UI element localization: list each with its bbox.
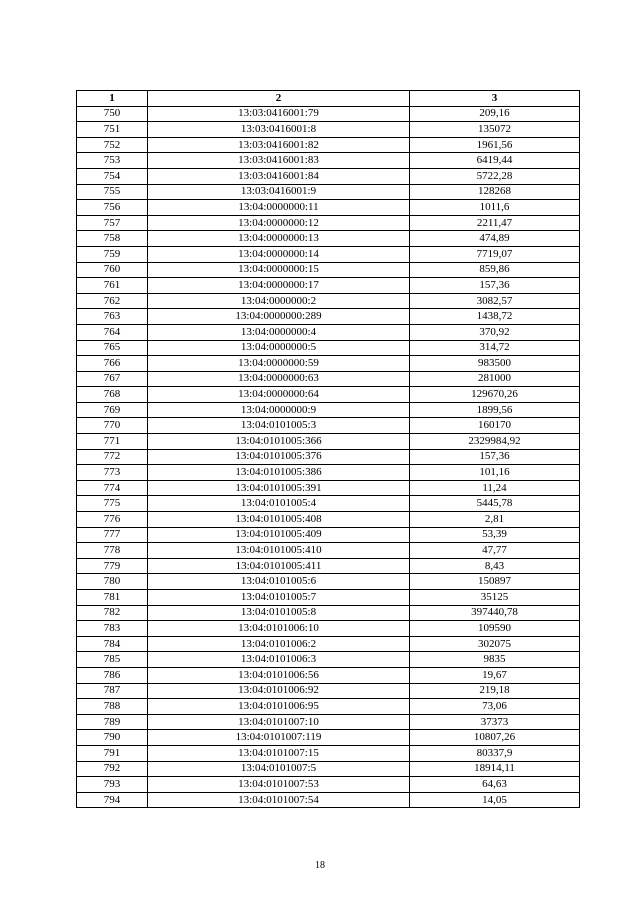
- row-number-cell: 767: [77, 371, 148, 387]
- cadastral-number-cell: 13:04:0000000:289: [148, 309, 410, 325]
- cadastral-number-cell: 13:04:0101005:8: [148, 605, 410, 621]
- cadastral-number-cell: 13:04:0101005:3: [148, 418, 410, 434]
- value-cell: 5722,28: [410, 168, 580, 184]
- table-row: [77, 543, 580, 559]
- value-cell: 109590: [410, 621, 580, 637]
- value-cell: 157,36: [410, 278, 580, 294]
- cadastral-number-cell: 13:03:0416001:83: [148, 153, 410, 169]
- table-row: [77, 699, 580, 715]
- row-number-cell: 791: [77, 745, 148, 761]
- table-row: [77, 324, 580, 340]
- cadastral-number-cell: 13:04:0101006:95: [148, 699, 410, 715]
- row-number-cell: 754: [77, 168, 148, 184]
- cadastral-number-cell: 13:03:0416001:84: [148, 168, 410, 184]
- cadastral-number-cell: 13:04:0101007:15: [148, 745, 410, 761]
- row-number-cell: 751: [77, 122, 148, 138]
- cadastral-number-cell: 13:04:0101006:56: [148, 667, 410, 683]
- value-cell: 14,05: [410, 792, 580, 808]
- value-cell: 1438,72: [410, 309, 580, 325]
- value-cell: 370,92: [410, 324, 580, 340]
- table-row: [77, 418, 580, 434]
- table-row: [77, 465, 580, 481]
- row-number-cell: 750: [77, 106, 148, 122]
- row-number-cell: 789: [77, 714, 148, 730]
- cadastral-number-cell: 13:04:0000000:13: [148, 231, 410, 247]
- table-row: [77, 761, 580, 777]
- table-row: [77, 168, 580, 184]
- row-number-cell: 752: [77, 137, 148, 153]
- cadastral-number-cell: 13:04:0000000:17: [148, 278, 410, 294]
- row-number-cell: 782: [77, 605, 148, 621]
- table-row: [77, 574, 580, 590]
- cadastral-number-cell: 13:04:0101005:411: [148, 558, 410, 574]
- table-row: [77, 636, 580, 652]
- value-cell: 37373: [410, 714, 580, 730]
- row-number-cell: 760: [77, 262, 148, 278]
- value-cell: 129670,26: [410, 387, 580, 403]
- row-number-cell: 766: [77, 356, 148, 372]
- value-cell: 101,16: [410, 465, 580, 481]
- cadastral-number-cell: 13:04:0101006:2: [148, 636, 410, 652]
- table-row: [77, 434, 580, 450]
- cadastral-number-cell: 13:04:0101006:10: [148, 621, 410, 637]
- table-row: [77, 730, 580, 746]
- row-number-cell: 758: [77, 231, 148, 247]
- table-row: [77, 153, 580, 169]
- row-number-cell: 792: [77, 761, 148, 777]
- cadastral-number-cell: 13:03:0416001:82: [148, 137, 410, 153]
- table-row: [77, 231, 580, 247]
- row-number-cell: 781: [77, 590, 148, 606]
- value-cell: 73,06: [410, 699, 580, 715]
- row-number-cell: 764: [77, 324, 148, 340]
- value-cell: 10807,26: [410, 730, 580, 746]
- cadastral-number-cell: 13:04:0000000:64: [148, 387, 410, 403]
- table-row: [77, 356, 580, 372]
- cadastral-number-cell: 13:04:0000000:59: [148, 356, 410, 372]
- table-row: [77, 652, 580, 668]
- row-number-cell: 774: [77, 480, 148, 496]
- value-cell: 53,39: [410, 527, 580, 543]
- row-number-cell: 763: [77, 309, 148, 325]
- table-row: [77, 527, 580, 543]
- cadastral-number-cell: 13:04:0000000:12: [148, 215, 410, 231]
- column-header-1: 1: [77, 91, 148, 107]
- value-cell: 1011,6: [410, 200, 580, 216]
- cadastral-number-cell: 13:04:0101005:391: [148, 480, 410, 496]
- value-cell: 397440,78: [410, 605, 580, 621]
- cadastral-value-table: [76, 90, 580, 808]
- table-row: [77, 106, 580, 122]
- cadastral-number-cell: 13:03:0416001:79: [148, 106, 410, 122]
- table-row: [77, 122, 580, 138]
- value-cell: 160170: [410, 418, 580, 434]
- cadastral-number-cell: 13:04:0101007:53: [148, 777, 410, 793]
- cadastral-number-cell: 13:04:0101006:3: [148, 652, 410, 668]
- row-number-cell: 762: [77, 293, 148, 309]
- row-number-cell: 753: [77, 153, 148, 169]
- row-number-cell: 771: [77, 434, 148, 450]
- row-number-cell: 773: [77, 465, 148, 481]
- row-number-cell: 772: [77, 449, 148, 465]
- value-cell: 3082,57: [410, 293, 580, 309]
- value-cell: 80337,9: [410, 745, 580, 761]
- cadastral-number-cell: 13:04:0000000:5: [148, 340, 410, 356]
- value-cell: 6419,44: [410, 153, 580, 169]
- cadastral-number-cell: 13:04:0101007:54: [148, 792, 410, 808]
- table-row: [77, 278, 580, 294]
- row-number-cell: 786: [77, 667, 148, 683]
- row-number-cell: 794: [77, 792, 148, 808]
- value-cell: 150897: [410, 574, 580, 590]
- cadastral-number-cell: 13:04:0000000:11: [148, 200, 410, 216]
- table-row: [77, 293, 580, 309]
- row-number-cell: 765: [77, 340, 148, 356]
- table-row: [77, 714, 580, 730]
- cadastral-number-cell: 13:04:0101005:6: [148, 574, 410, 590]
- cadastral-number-cell: 13:04:0101005:7: [148, 590, 410, 606]
- row-number-cell: 776: [77, 512, 148, 528]
- value-cell: 219,18: [410, 683, 580, 699]
- cadastral-number-cell: 13:04:0000000:63: [148, 371, 410, 387]
- row-number-cell: 790: [77, 730, 148, 746]
- row-number-cell: 768: [77, 387, 148, 403]
- value-cell: 18914,11: [410, 761, 580, 777]
- cadastral-number-cell: 13:04:0101005:410: [148, 543, 410, 559]
- table-row: [77, 137, 580, 153]
- cadastral-number-cell: 13:04:0000000:9: [148, 402, 410, 418]
- table-row: [77, 371, 580, 387]
- table-row: [77, 309, 580, 325]
- row-number-cell: 775: [77, 496, 148, 512]
- cadastral-number-cell: 13:04:0101005:409: [148, 527, 410, 543]
- table-row: [77, 777, 580, 793]
- table-row: [77, 246, 580, 262]
- table-row: [77, 621, 580, 637]
- cadastral-number-cell: 13:04:0101006:92: [148, 683, 410, 699]
- table-row: [77, 387, 580, 403]
- table-row: [77, 449, 580, 465]
- row-number-cell: 788: [77, 699, 148, 715]
- table-row: [77, 262, 580, 278]
- table-row: [77, 605, 580, 621]
- header-row: [77, 91, 580, 107]
- row-number-cell: 780: [77, 574, 148, 590]
- column-header-2: 2: [148, 91, 410, 107]
- value-cell: 983500: [410, 356, 580, 372]
- row-number-cell: 793: [77, 777, 148, 793]
- value-cell: 7719,07: [410, 246, 580, 262]
- column-header-3: 3: [410, 91, 580, 107]
- table-row: [77, 792, 580, 808]
- cadastral-number-cell: 13:04:0000000:14: [148, 246, 410, 262]
- row-number-cell: 787: [77, 683, 148, 699]
- value-cell: 209,16: [410, 106, 580, 122]
- value-cell: 19,67: [410, 667, 580, 683]
- cadastral-number-cell: 13:04:0101005:366: [148, 434, 410, 450]
- value-cell: 1961,56: [410, 137, 580, 153]
- cadastral-number-cell: 13:04:0101005:4: [148, 496, 410, 512]
- value-cell: 11,24: [410, 480, 580, 496]
- cadastral-number-cell: 13:04:0101007:5: [148, 761, 410, 777]
- value-cell: 474,89: [410, 231, 580, 247]
- value-cell: 2329984,92: [410, 434, 580, 450]
- row-number-cell: 756: [77, 200, 148, 216]
- value-cell: 9835: [410, 652, 580, 668]
- value-cell: 35125: [410, 590, 580, 606]
- value-cell: 157,36: [410, 449, 580, 465]
- row-number-cell: 759: [77, 246, 148, 262]
- table-row: [77, 215, 580, 231]
- row-number-cell: 783: [77, 621, 148, 637]
- cadastral-number-cell: 13:04:0000000:15: [148, 262, 410, 278]
- table-row: [77, 480, 580, 496]
- cadastral-number-cell: 13:04:0000000:4: [148, 324, 410, 340]
- row-number-cell: 778: [77, 543, 148, 559]
- cadastral-number-cell: 13:04:0101005:408: [148, 512, 410, 528]
- value-cell: 5445,78: [410, 496, 580, 512]
- table-row: [77, 558, 580, 574]
- cadastral-number-cell: 13:03:0416001:8: [148, 122, 410, 138]
- cadastral-number-cell: 13:04:0101005:386: [148, 465, 410, 481]
- row-number-cell: 785: [77, 652, 148, 668]
- row-number-cell: 779: [77, 558, 148, 574]
- row-number-cell: 757: [77, 215, 148, 231]
- row-number-cell: 770: [77, 418, 148, 434]
- table-row: [77, 667, 580, 683]
- cadastral-number-cell: 13:03:0416001:9: [148, 184, 410, 200]
- value-cell: 302075: [410, 636, 580, 652]
- value-cell: 135072: [410, 122, 580, 138]
- row-number-cell: 761: [77, 278, 148, 294]
- table-row: [77, 340, 580, 356]
- value-cell: 128268: [410, 184, 580, 200]
- table-row: [77, 402, 580, 418]
- cadastral-number-cell: 13:04:0101007:10: [148, 714, 410, 730]
- table-body: [77, 106, 580, 808]
- page-number: 18: [315, 860, 325, 871]
- cadastral-number-cell: 13:04:0000000:2: [148, 293, 410, 309]
- value-cell: 64,63: [410, 777, 580, 793]
- table-header: [77, 91, 580, 107]
- value-cell: 281000: [410, 371, 580, 387]
- value-cell: 1899,56: [410, 402, 580, 418]
- value-cell: 2211,47: [410, 215, 580, 231]
- table-row: [77, 590, 580, 606]
- table-row: [77, 512, 580, 528]
- value-cell: 859,86: [410, 262, 580, 278]
- value-cell: 314,72: [410, 340, 580, 356]
- row-number-cell: 755: [77, 184, 148, 200]
- row-number-cell: 784: [77, 636, 148, 652]
- table-row: [77, 496, 580, 512]
- row-number-cell: 769: [77, 402, 148, 418]
- row-number-cell: 777: [77, 527, 148, 543]
- table-row: [77, 200, 580, 216]
- table-row: [77, 683, 580, 699]
- value-cell: 2,81: [410, 512, 580, 528]
- table-row: [77, 184, 580, 200]
- cadastral-number-cell: 13:04:0101005:376: [148, 449, 410, 465]
- value-cell: 47,77: [410, 543, 580, 559]
- value-cell: 8,43: [410, 558, 580, 574]
- cadastral-number-cell: 13:04:0101007:119: [148, 730, 410, 746]
- table-row: [77, 745, 580, 761]
